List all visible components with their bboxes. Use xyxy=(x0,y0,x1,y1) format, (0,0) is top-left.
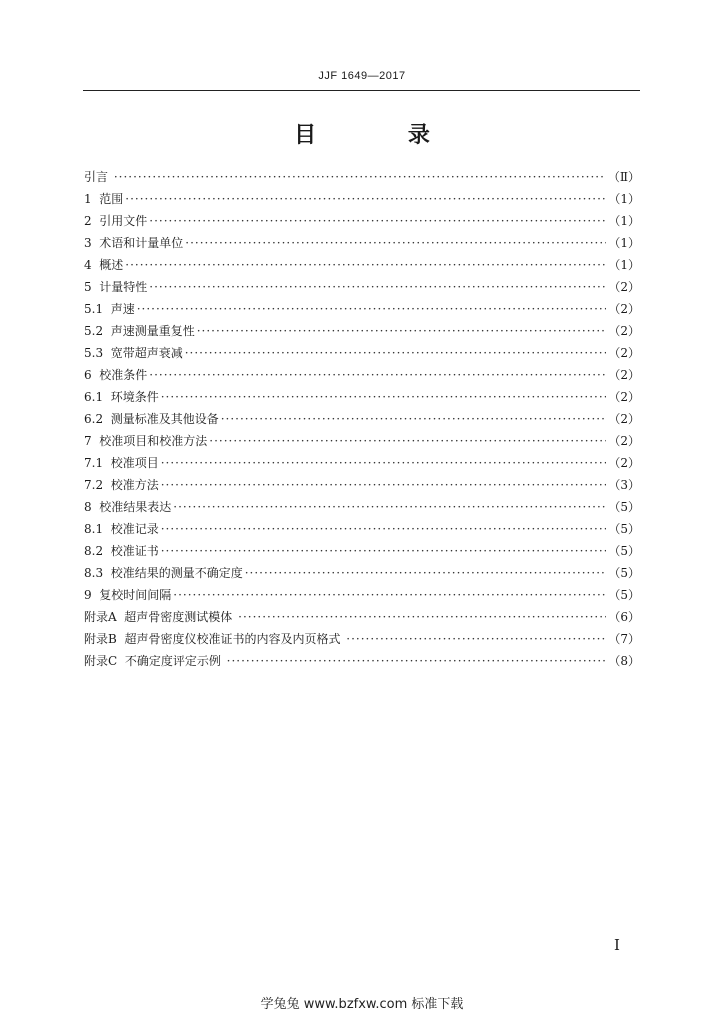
toc-entry-page: （3） xyxy=(608,478,640,492)
toc-entry-page: （2） xyxy=(608,456,640,470)
toc-entry-number: 1 xyxy=(84,192,100,206)
toc-entry-number: 8.1 xyxy=(84,522,111,536)
toc-entry-number: 5.2 xyxy=(84,324,111,338)
toc-leader-dots xyxy=(185,232,606,254)
toc-entry[interactable] xyxy=(84,584,640,606)
toc-entry-label: 宽带超声衰减 xyxy=(110,346,183,360)
toc-entry[interactable] xyxy=(84,408,640,430)
toc-entry[interactable] xyxy=(84,518,640,540)
toc-entry-page: （5） xyxy=(608,522,640,536)
toc-entry-label: 校准结果表达 xyxy=(99,500,172,514)
toc-entry-label: 不确定度评定示例 xyxy=(124,654,225,668)
toc-entry-number: 7 xyxy=(84,434,100,448)
toc-entry-number: 附录A xyxy=(84,610,125,624)
toc-entry-page: （5） xyxy=(608,566,640,580)
toc-entry-label: 超声骨密度测试模体 xyxy=(124,610,237,624)
toc-entry-label: 测量标准及其他设备 xyxy=(110,412,219,426)
toc-entry-page: （1） xyxy=(608,236,640,250)
toc-entry[interactable] xyxy=(84,562,640,584)
toc-leader-dots xyxy=(173,496,606,518)
toc-entry[interactable] xyxy=(84,496,640,518)
toc-entry[interactable] xyxy=(84,254,640,276)
toc-entry[interactable] xyxy=(84,276,640,298)
toc-entry-page: （5） xyxy=(608,500,640,514)
toc-entry[interactable] xyxy=(84,606,640,628)
toc-leader-dots xyxy=(161,386,607,408)
toc-leader-dots xyxy=(346,628,606,650)
toc-entry-label: 校准条件 xyxy=(99,368,148,382)
toc-leader-dots xyxy=(185,342,607,364)
toc-entry-label: 校准方法 xyxy=(110,478,159,492)
toc-entry-label: 概述 xyxy=(99,258,124,272)
toc-entry-label: 校准记录 xyxy=(110,522,159,536)
toc-entry[interactable] xyxy=(84,386,640,408)
toc-entry-page: （2） xyxy=(608,324,640,338)
toc-entry-number: 7.1 xyxy=(84,456,111,470)
toc-entry-page: （7） xyxy=(608,632,640,646)
toc-entry-label: 环境条件 xyxy=(110,390,159,404)
toc-entry-label: 复校时间间隔 xyxy=(99,588,172,602)
toc-entry[interactable] xyxy=(84,210,640,232)
toc-entry[interactable] xyxy=(84,188,640,210)
toc-leader-dots xyxy=(149,364,606,386)
toc-leader-dots xyxy=(149,276,606,298)
toc-leader-dots xyxy=(125,254,606,276)
toc-leader-dots xyxy=(161,518,607,540)
toc-entry-page: （2） xyxy=(608,280,640,294)
toc-entry-page: （2） xyxy=(608,302,640,316)
toc-leader-dots xyxy=(245,562,607,584)
toc-entry[interactable] xyxy=(84,452,640,474)
toc-entry-page: （2） xyxy=(608,412,640,426)
toc-entry-number: 附录C xyxy=(84,654,125,668)
toc-entry-number: 4 xyxy=(84,258,100,272)
toc-leader-dots xyxy=(227,650,607,672)
toc-entry-page: （2） xyxy=(608,434,640,448)
toc-entry-number: 2 xyxy=(84,214,100,228)
header-rule xyxy=(83,90,640,91)
toc-entry[interactable] xyxy=(84,474,640,496)
toc-entry-label: 校准证书 xyxy=(110,544,159,558)
footer-watermark: 学兔兔 www.bzfxw.com 标准下载 xyxy=(260,997,464,1012)
toc-entry-label: 范围 xyxy=(99,192,124,206)
toc-entry-label: 声速 xyxy=(110,302,135,316)
toc-entry-page: （2） xyxy=(608,368,640,382)
toc-leader-dots xyxy=(161,452,607,474)
toc-leader-dots xyxy=(209,430,606,452)
standard-code: JJF 1649—2017 xyxy=(318,70,406,82)
toc-entry-page: （5） xyxy=(608,544,640,558)
toc-entry[interactable] xyxy=(84,320,640,342)
toc-entry-number: 5.1 xyxy=(84,302,111,316)
table-of-contents xyxy=(84,166,640,672)
toc-leader-dots xyxy=(137,298,607,320)
toc-leader-dots xyxy=(197,320,607,342)
toc-entry-page: （Ⅱ） xyxy=(607,170,640,184)
toc-entry[interactable] xyxy=(84,166,640,188)
toc-leader-dots xyxy=(114,166,606,188)
page-number: I xyxy=(614,936,620,954)
toc-entry-number: 8.2 xyxy=(84,544,111,558)
toc-leader-dots xyxy=(161,540,607,562)
toc-entry-page: （1） xyxy=(608,258,640,272)
toc-entry-label: 术语和计量单位 xyxy=(99,236,184,250)
toc-entry-number: 6.1 xyxy=(84,390,111,404)
toc-entry-page: （5） xyxy=(608,588,640,602)
toc-entry[interactable] xyxy=(84,298,640,320)
toc-leader-dots xyxy=(238,606,606,628)
toc-entry[interactable] xyxy=(84,430,640,452)
toc-entry-label: 引言 xyxy=(84,170,112,184)
toc-leader-dots xyxy=(125,188,606,210)
toc-leader-dots xyxy=(221,408,607,430)
toc-entry-number: 5 xyxy=(84,280,100,294)
toc-entry[interactable] xyxy=(84,650,640,672)
toc-entry-number: 6.2 xyxy=(84,412,111,426)
toc-entry-label: 引用文件 xyxy=(99,214,148,228)
toc-entry[interactable] xyxy=(84,364,640,386)
toc-entry-page: （2） xyxy=(608,390,640,404)
toc-entry-label: 超声骨密度仪校准证书的内容及内页格式 xyxy=(124,632,345,646)
toc-entry-label: 校准项目和校准方法 xyxy=(99,434,208,448)
toc-entry-label: 校准项目 xyxy=(110,456,159,470)
toc-entry-number: 8.3 xyxy=(84,566,111,580)
toc-entry-number: 6 xyxy=(84,368,100,382)
toc-leader-dots xyxy=(161,474,607,496)
toc-entry-page: （6） xyxy=(608,610,640,624)
toc-entry-page: （2） xyxy=(608,346,640,360)
toc-leader-dots xyxy=(173,584,606,606)
toc-entry-page: （1） xyxy=(608,192,640,206)
toc-entry-number: 9 xyxy=(84,588,100,602)
toc-entry-number: 8 xyxy=(84,500,100,514)
toc-entry-number: 7.2 xyxy=(84,478,111,492)
page-title: 目 录 xyxy=(294,123,472,148)
toc-leader-dots xyxy=(149,210,606,232)
toc-entry-number: 5.3 xyxy=(84,346,111,360)
toc-entry[interactable] xyxy=(84,628,640,650)
toc-entry-page: （8） xyxy=(608,654,640,668)
toc-entry-number: 附录B xyxy=(84,632,125,646)
toc-entry-label: 声速测量重复性 xyxy=(110,324,195,338)
toc-entry-page: （1） xyxy=(608,214,640,228)
toc-entry-label: 计量特性 xyxy=(99,280,148,294)
toc-entry[interactable] xyxy=(84,540,640,562)
toc-entry[interactable] xyxy=(84,232,640,254)
toc-entry-number: 3 xyxy=(84,236,100,250)
toc-entry-label: 校准结果的测量不确定度 xyxy=(110,566,243,580)
toc-entry[interactable] xyxy=(84,342,640,364)
